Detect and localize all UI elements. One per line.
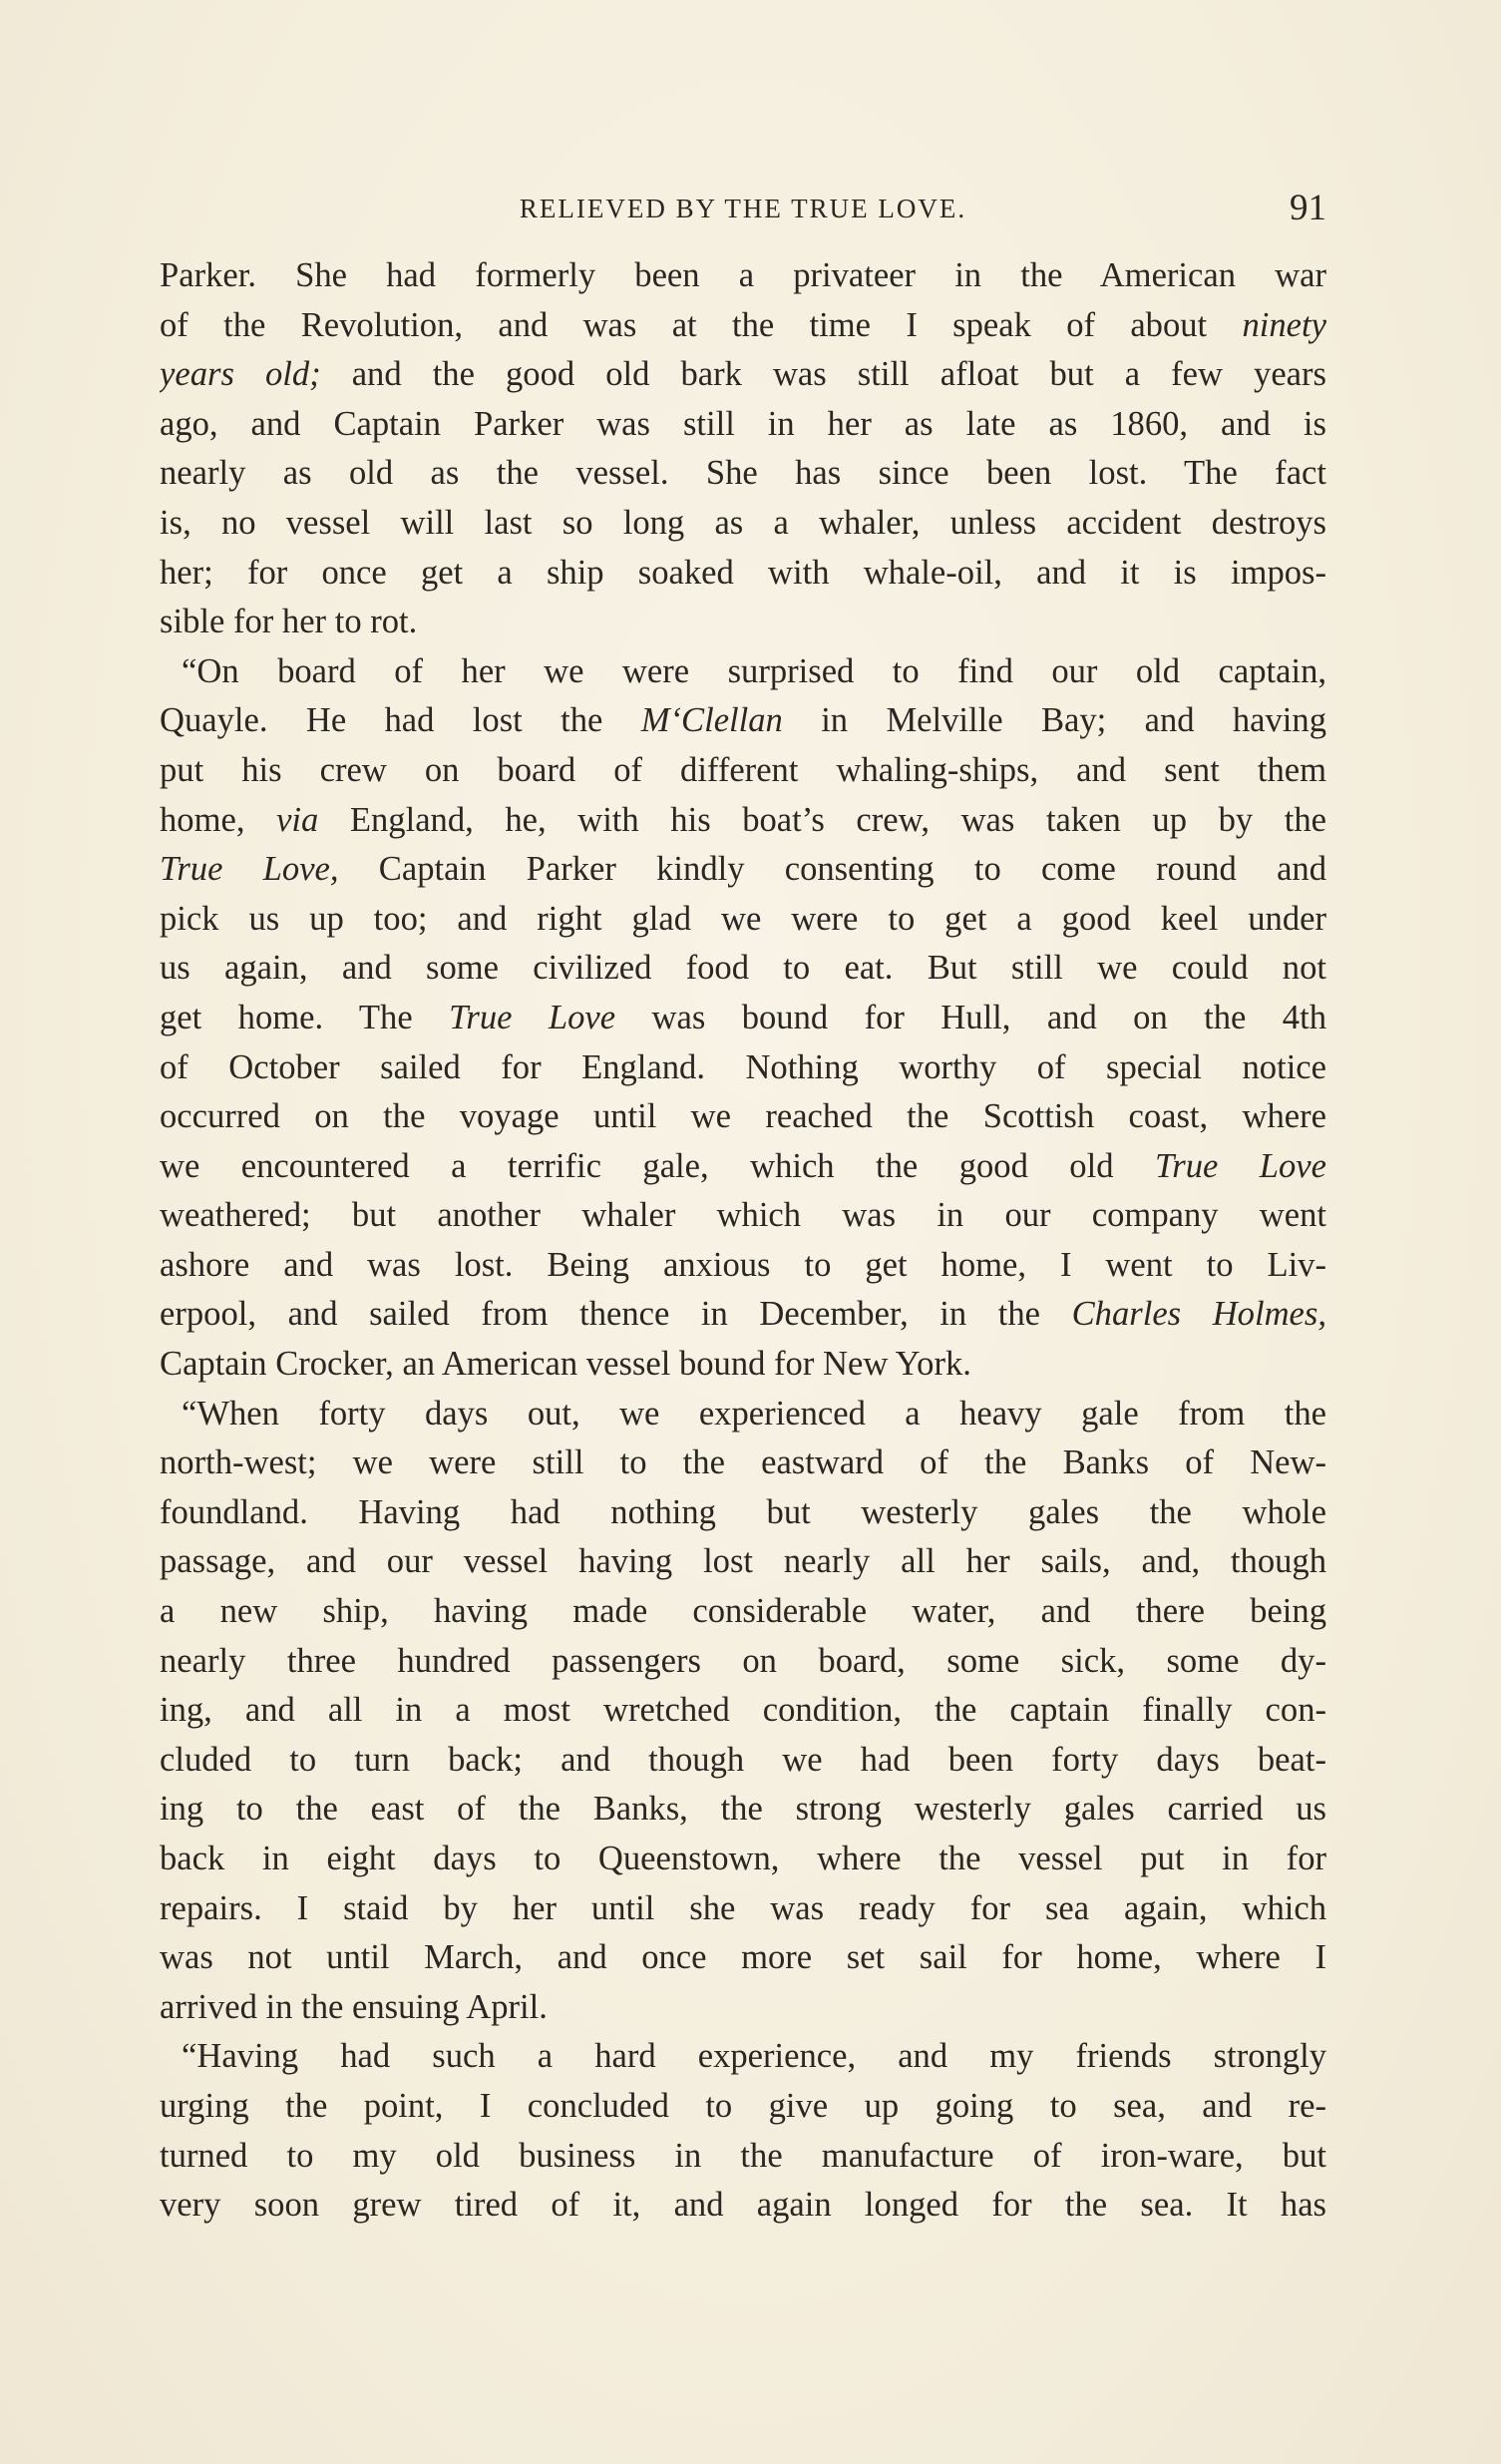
text-line: ashore and was lost. Being anxious to get home, I went to Liv- xyxy=(160,1245,1326,1284)
text-line: nearly three hundred passengers on board, some sick, some dy- xyxy=(160,1641,1326,1680)
text-line: weathered; but another whaler which was in our company went xyxy=(160,1196,1326,1235)
text-line: her; for once get a ship soaked with whale-oil, and it is impos- xyxy=(160,553,1326,592)
italic-phrase: True Love xyxy=(449,998,616,1036)
text-line: “Having had such a hard experience, and my friends strongly xyxy=(182,2037,1326,2076)
text-line: “When forty days out, we experienced a heavy gale from the xyxy=(182,1394,1326,1433)
text-line: of the Revolution, and was at the time I speak of about ninety xyxy=(160,305,1326,344)
italic-phrase: via xyxy=(276,800,319,839)
text-line: years old; and the good old bark was still afloat but a few years xyxy=(160,355,1326,394)
text-line: ing, and all in a most wretched condition, the captain finally con- xyxy=(160,1691,1326,1730)
text-line: urging the point, I concluded to give up going to sea, and re- xyxy=(160,2086,1326,2125)
text-line: a new ship, having made considerable water, and there being xyxy=(160,1592,1326,1631)
text-line: Parker. She had formerly been a privateer in the American war xyxy=(160,256,1326,294)
text-line: is, no vessel will last so long as a whaler, unless accident destroys xyxy=(160,503,1326,542)
body-text xyxy=(160,251,1326,2231)
italic-phrase: Charles Holmes, xyxy=(1071,1295,1326,1334)
text-line: put his crew on board of different whaling-ships, and sent them xyxy=(160,750,1326,789)
text-line: occurred on the voyage until we reached the Scottish coast, where xyxy=(160,1097,1326,1136)
text-line: repairs. I staid by her until she was ready for sea again, which xyxy=(160,1888,1326,1927)
italic-phrase: True Love xyxy=(1154,1146,1326,1185)
italic-phrase: True Love, xyxy=(160,850,339,889)
text-line: get home. The True Love was bound for Hull, and on the 4th xyxy=(160,998,1326,1036)
page-header xyxy=(160,184,1326,233)
text-line: arrived in the ensuing April. xyxy=(160,1987,548,2026)
text-line: “On board of her we were surprised to find our old captain, xyxy=(182,651,1326,690)
text-line: home, via England, he, with his boat’s crew, was taken up by the xyxy=(160,800,1326,839)
italic-phrase: years old; xyxy=(160,355,321,394)
text-line: ing to the east of the Banks, the strong westerly gales carried us xyxy=(160,1790,1326,1829)
text-line: pick us up too; and right glad we were to get a good keel under xyxy=(160,899,1326,938)
text-line: cluded to turn back; and though we had been forty days beat- xyxy=(160,1740,1326,1779)
text-line: Captain Crocker, an American vessel bound for New York. xyxy=(160,1345,971,1384)
text-line: of October sailed for England. Nothing worthy of special notice xyxy=(160,1047,1326,1086)
text-line: back in eight days to Queenstown, where the vessel put in for xyxy=(160,1840,1326,1877)
text-line: very soon grew tired of it, and again longed for the sea. It has xyxy=(160,2186,1326,2225)
text-line: was not until March, and once more set sail for home, where I xyxy=(160,1938,1326,1977)
text-line: nearly as old as the vessel. She has since been lost. The fact xyxy=(160,454,1326,493)
text-line: passage, and our vessel having lost nearly all her sails, and, though xyxy=(160,1542,1326,1581)
text-line: turned to my old business in the manufacture of iron-ware, but xyxy=(160,2136,1326,2175)
text-line: sible for her to rot. xyxy=(160,603,418,641)
text-line: north-west; we were still to the eastward of the Banks of New- xyxy=(160,1443,1326,1482)
text-line: True Love, Captain Parker kindly consenting to come round and xyxy=(160,850,1326,889)
italic-phrase: M‘Clellan xyxy=(640,701,783,740)
running-head: RELIEVED BY THE TRUE LOVE. xyxy=(519,194,967,223)
italic-phrase: ninety xyxy=(1242,305,1326,344)
text-line: us again, and some civilized food to eat. But still we could not xyxy=(160,949,1326,988)
page-number: 91 xyxy=(1290,188,1326,228)
text-line: ago, and Captain Parker was still in her as late as 1860, and is xyxy=(160,404,1326,443)
text-line: we encountered a terrific gale, which the good old True Love xyxy=(160,1146,1326,1185)
text-line: Quayle. He had lost the M‘Clellan in Melville Bay; and having xyxy=(160,701,1326,740)
text-line: foundland. Having had nothing but westerly gales the whole xyxy=(160,1492,1326,1531)
text-line: erpool, and sailed from thence in December, in the Charles Holmes, xyxy=(160,1295,1326,1334)
